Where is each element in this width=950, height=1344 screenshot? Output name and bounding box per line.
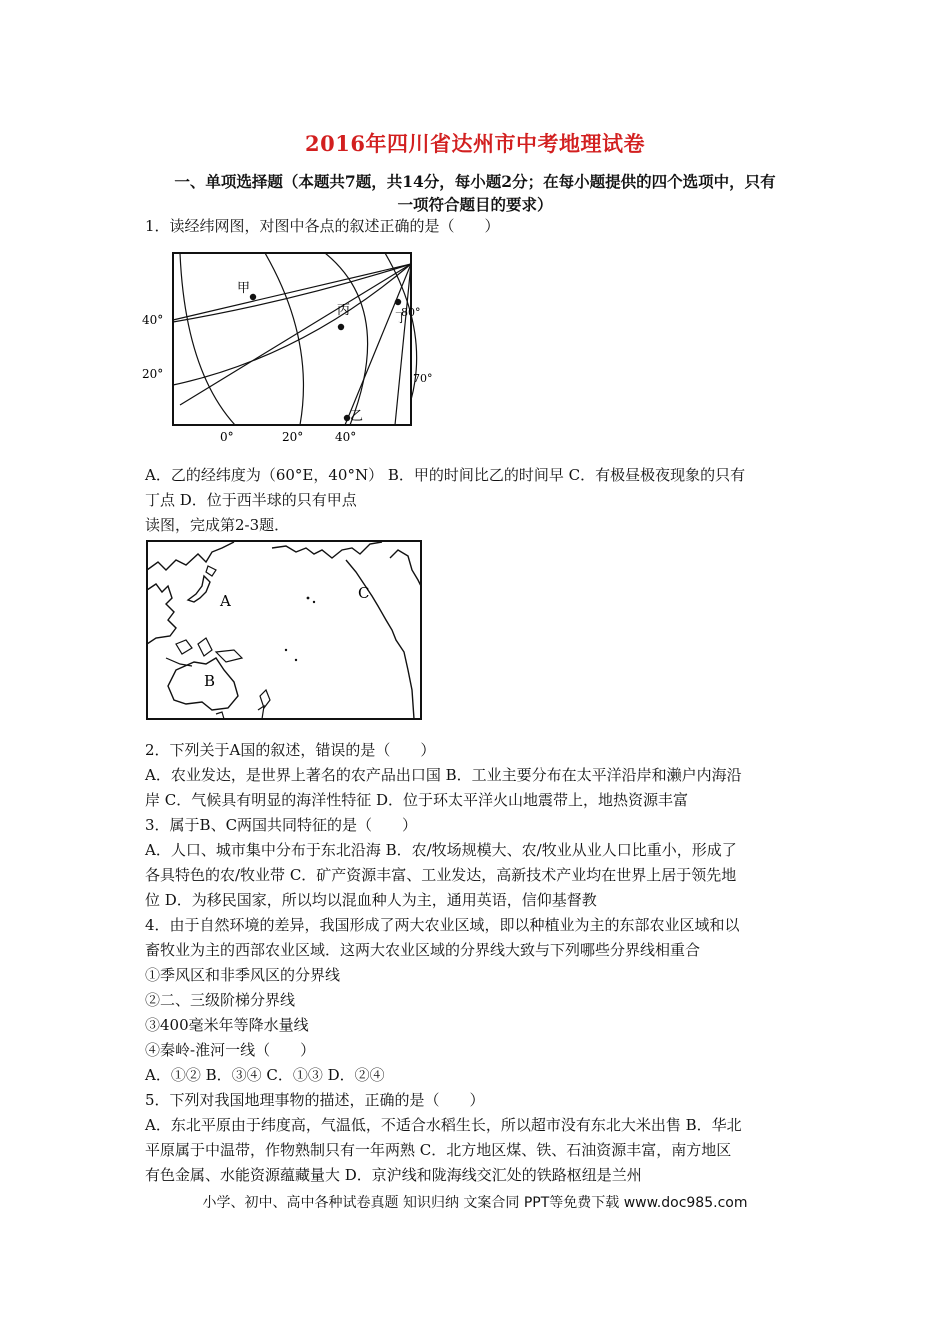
lon-label-20: 20° [282, 430, 304, 444]
map-label-b: B [204, 672, 216, 690]
figure-frame [173, 253, 411, 425]
coastline [147, 542, 234, 570]
right-label-80: 80° [401, 306, 421, 319]
section-heading-line-1: 一、单项选择题（本题共7题，共14分，每小题2分；在每小题提供的四个选项中，只有 [174, 172, 776, 191]
section-heading-line-2: 一项符合题目的要求） [397, 195, 553, 214]
australia-outline [168, 658, 238, 710]
island-outline [198, 638, 212, 656]
map-label-a: A [220, 592, 231, 610]
island-outline [176, 640, 192, 654]
page-footer: 小学、初中、高中各种试卷真题 知识归纳 文案合同 PPT等免费下载 www.doc985.com [202, 1195, 748, 1211]
section-heading [140, 170, 810, 216]
question-1-options: A．乙的经纬度为（60°E，40°N） B．甲的时间比乙的时间早 C．有极昼极夜现象的只有 丁点 D．位于西半球的只有甲点 [145, 466, 746, 509]
point-bing [338, 324, 344, 330]
meridian-line [180, 264, 411, 405]
island-dot [307, 597, 310, 600]
coastline [147, 584, 176, 644]
question-2: 2．下列关于A国的叙述，错误的是（ ） A．农业发达，是世界上著名的农产品出口国 B．工业主要分布在太平洋沿岸和濑户内海沿 岸 C．气候具有明显的海洋性特征 D．位于环太平洋火山地震带上，地热资源丰富 [145, 741, 742, 809]
lon-label-40: 40° [335, 430, 357, 444]
lon-label-0: 0° [220, 430, 234, 444]
page-title: 2016年四川省达州市中考地理试卷 [305, 131, 645, 156]
coastline [272, 542, 382, 558]
island-outline [216, 650, 242, 662]
map-frame [147, 541, 421, 719]
pacific-map-figure [146, 540, 422, 720]
island-outline [216, 712, 224, 719]
lat-label-20: 20° [142, 367, 164, 381]
parallel-line [173, 264, 411, 385]
point-ding [395, 299, 401, 305]
lat-label-40: 40° [142, 313, 164, 327]
point-label-jia: 甲 [237, 281, 251, 296]
question-5: 5．下列对我国地理事物的描述，正确的是（ ） A．东北平原由于纬度高，气温低，不适合水稻生长，所以超市没有东北大米出售 B．华北 平原属于中温带，作物熟制只有一年两熟 C．北方地区煤、铁、石油资源丰富，南方地区 有色金属、水能资源蕴藏量大 D．京沪线和陇海线交汇处的铁路枢纽是兰州 [145, 1091, 742, 1184]
point-jia [250, 294, 256, 300]
japan-outline [188, 576, 210, 602]
coastline [346, 560, 414, 719]
point-label-bing: 丙 [337, 303, 351, 318]
read-map-instruction: 读图，完成第2-3题． [145, 516, 290, 534]
point-label-yi: 乙 [350, 409, 364, 424]
question-4: 4．由于自然环境的差异，我国形成了两大农业区域，即以种植业为主的东部农业区域和以 畜牧业为主的西部农业区域．这两大农业区域的分界线大致与下列哪些分界线相重合 ①季风区和非季风区的分界线 ②二、三级阶梯分界线 ③400毫米年等降水量线 ④秦岭-淮河一线（ ） A．①② B．③④ C．①③ D．②④ [145, 916, 740, 1084]
graticule-figure [140, 250, 433, 445]
right-label-70: 70° [413, 372, 433, 385]
nz-outline [260, 690, 270, 708]
coastline [390, 550, 421, 586]
question-3: 3．属于B、C两国共同特征的是（ ） A．人口、城市集中分布于东北沿海 B．农/牧场规模大、农/牧业从业人口比重小，形成了 各具特色的农/牧业带 C．矿产资源丰富、工业发达，高新技术产业均在世界上居于领先地 位 D．为移民国家，所以均以混血种人为主，通用英语，信仰基督教 [145, 816, 737, 909]
island-dot [295, 659, 297, 661]
island-outline [206, 566, 216, 576]
curve-line [180, 253, 235, 425]
point-label-ding: 丁 [395, 311, 409, 326]
question-1-stem: 1．读经纬网图，对图中各点的叙述正确的是（ ） [145, 217, 500, 235]
island-dot [285, 649, 287, 651]
curve-line [265, 253, 303, 425]
nz-outline [258, 706, 264, 719]
map-label-c: C [358, 584, 370, 602]
island-dot [313, 601, 315, 603]
